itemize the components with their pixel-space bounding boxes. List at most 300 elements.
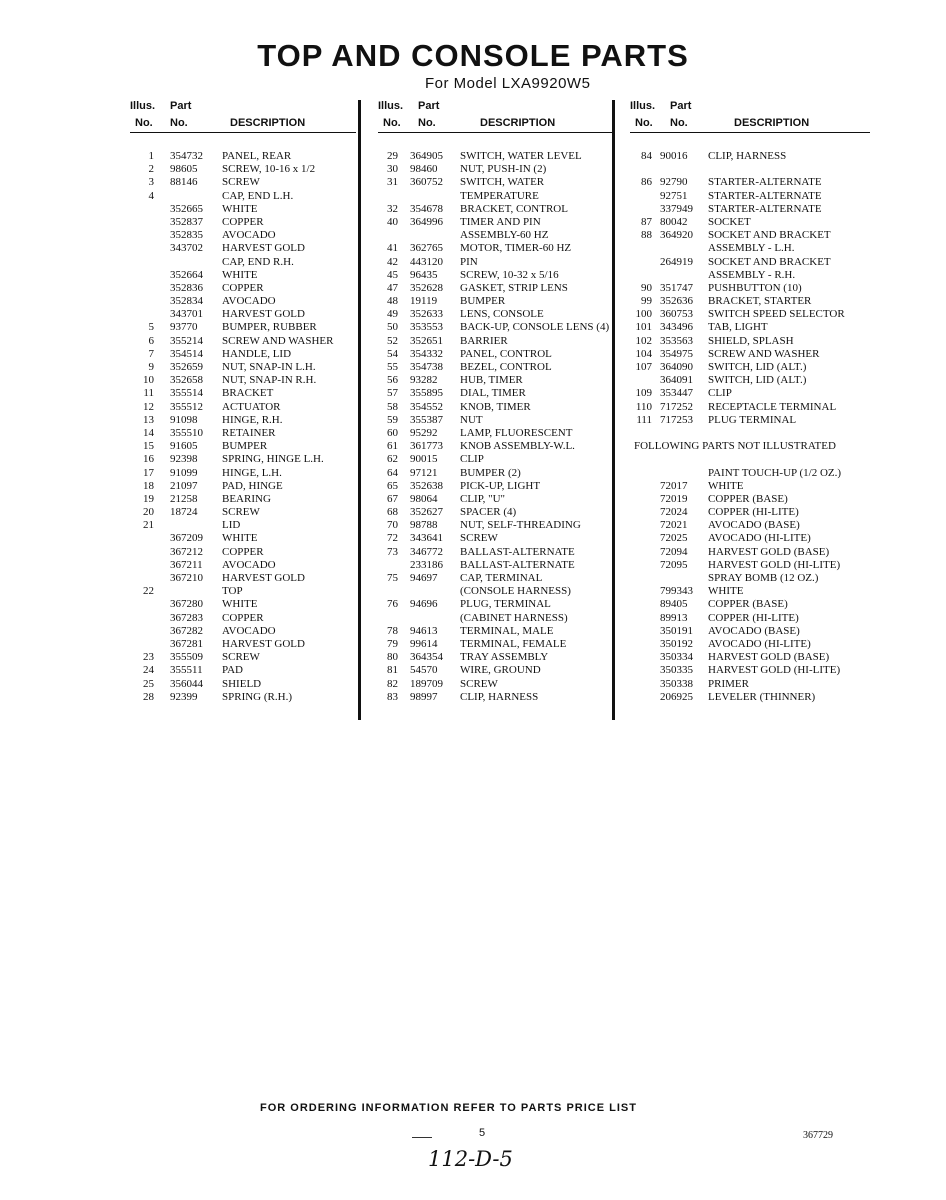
- part-description: ACTUATOR: [222, 400, 281, 413]
- part-description: DIAL, TIMER: [460, 387, 526, 400]
- part-number: 355214: [170, 334, 203, 347]
- part-description: HINGE, L.H.: [222, 466, 282, 479]
- illus-number: 31: [387, 176, 398, 189]
- ordering-footer: FOR ORDERING INFORMATION REFER TO PARTS PRICE LIST: [260, 1102, 637, 1114]
- part-number: 352658: [170, 374, 203, 387]
- part-number: 352638: [410, 479, 443, 492]
- part-number: 352664: [170, 268, 203, 281]
- part-number: 350192: [660, 637, 693, 650]
- part-number: 343496: [660, 321, 693, 334]
- part-description: NUT, PUSH-IN (2): [460, 163, 547, 176]
- header-no: No.: [383, 117, 401, 129]
- illus-number: 100: [635, 308, 652, 321]
- part-description: LAMP, FLUORESCENT: [460, 426, 573, 439]
- illus-number: 21: [143, 519, 154, 532]
- handwritten-note: 112-D-5: [428, 1147, 513, 1171]
- part-number: 96435: [410, 268, 438, 281]
- part-number: 88146: [170, 176, 198, 189]
- part-description: TERMINAL, MALE: [460, 624, 554, 637]
- part-description: PANEL, CONTROL: [460, 347, 552, 360]
- illus-number: 28: [143, 690, 154, 703]
- part-description: COPPER (BASE): [708, 598, 788, 611]
- part-number: 355510: [170, 426, 203, 439]
- illus-number: 15: [143, 440, 154, 453]
- part-description: HINGE, R.H.: [222, 413, 283, 426]
- part-description: BALLAST-ALTERNATE: [460, 558, 575, 571]
- illus-number: 107: [635, 361, 652, 373]
- part-number: 367211: [170, 558, 203, 571]
- part-number: 72017: [660, 479, 688, 492]
- illus-number: 20: [143, 506, 154, 519]
- illus-number: 29: [387, 150, 398, 162]
- part-description: ASSEMBLY - L.H.: [708, 242, 795, 255]
- part-number: 352633: [410, 308, 443, 321]
- part-description: STARTER-ALTERNATE: [708, 176, 822, 189]
- part-description: AVOCADO (HI-LITE): [708, 637, 811, 650]
- part-description: BACK-UP, CONSOLE LENS (4): [460, 321, 610, 334]
- part-description: COPPER: [222, 215, 264, 228]
- part-description: WIRE, GROUND: [460, 664, 541, 677]
- part-description: BARRIER: [460, 334, 508, 347]
- part-number: 355512: [170, 400, 203, 413]
- part-description: SCREW, 10-32 x 5/16: [460, 268, 559, 281]
- header-part-no: No.: [670, 117, 688, 129]
- part-number: 367280: [170, 598, 203, 611]
- model-subtitle: For Model LXA9920W5: [425, 75, 591, 92]
- part-description: SHIELD, SPLASH: [708, 334, 794, 347]
- illus-number: 83: [387, 690, 398, 703]
- part-description: SCREW: [222, 176, 260, 189]
- part-description: PICK-UP, LIGHT: [460, 479, 541, 492]
- part-number: 443120: [410, 255, 443, 268]
- part-number: 354738: [410, 361, 443, 373]
- illus-number: 1: [148, 150, 154, 162]
- part-number: 355514: [170, 387, 203, 400]
- part-number: 352636: [660, 295, 693, 308]
- part-number: 364905: [410, 150, 443, 162]
- illus-number: 42: [387, 255, 398, 268]
- part-description: RETAINER: [222, 426, 276, 439]
- part-number: 80042: [660, 215, 688, 228]
- part-description: STARTER-ALTERNATE: [708, 189, 822, 202]
- part-description: BEZEL, CONTROL: [460, 361, 552, 373]
- part-description: SWITCH, WATER: [460, 176, 545, 189]
- part-number: 95292: [410, 426, 438, 439]
- part-number: 351747: [660, 281, 693, 294]
- illus-number: 111: [636, 413, 652, 426]
- illus-number: 56: [387, 374, 398, 387]
- illus-number: 52: [387, 334, 398, 347]
- part-description: COPPER (BASE): [708, 492, 788, 505]
- part-description: HARVEST GOLD: [222, 308, 305, 321]
- part-description: TOP: [222, 585, 243, 598]
- part-description: SHIELD: [222, 677, 262, 690]
- part-description: WHITE: [708, 585, 744, 598]
- column-header: [378, 97, 614, 133]
- part-number: 19119: [410, 295, 438, 308]
- part-description: SOCKET AND BRACKET: [708, 255, 831, 268]
- part-number: 364091: [660, 374, 693, 387]
- part-description: BRACKET: [222, 387, 274, 400]
- illus-number: 61: [387, 440, 398, 453]
- part-description: FOLLOWING PARTS NOT ILLUSTRATED: [634, 440, 836, 453]
- part-number: 367281: [170, 637, 203, 650]
- part-number: 94697: [410, 572, 438, 584]
- part-description: SOCKET AND BRACKET: [708, 229, 831, 242]
- illus-number: 54: [387, 347, 398, 360]
- part-description: PLUG, TERMINAL: [460, 598, 551, 611]
- part-description: NUT: [460, 413, 483, 426]
- part-description: MOTOR, TIMER-60 HZ: [460, 242, 572, 255]
- illus-number: 6: [148, 334, 154, 347]
- part-number: 72024: [660, 506, 688, 519]
- part-description: BUMPER (2): [460, 466, 521, 479]
- part-description: WHITE: [222, 598, 258, 611]
- part-description: CLIP, HARNESS: [460, 690, 539, 703]
- part-number: 352651: [410, 334, 443, 347]
- illus-number: 4: [148, 189, 154, 202]
- part-description: SCREW, 10-16 x 1/2: [222, 163, 316, 176]
- part-number: 350338: [660, 677, 693, 690]
- part-description: PAD, HINGE: [222, 479, 283, 492]
- illus-number: 5: [148, 321, 154, 334]
- part-number: 352659: [170, 361, 203, 373]
- part-description: HARVEST GOLD: [222, 637, 305, 650]
- part-number: 72094: [660, 545, 688, 558]
- illus-number: 10: [143, 374, 154, 387]
- part-number: 92398: [170, 453, 198, 466]
- part-number: 90015: [410, 453, 438, 466]
- illus-number: 80: [387, 651, 398, 664]
- part-description: AVOCADO: [222, 295, 276, 308]
- part-description: SPRING, HINGE L.H.: [222, 453, 324, 466]
- part-description: HUB, TIMER: [460, 374, 523, 387]
- part-description: SWITCH, LID (ALT.): [708, 361, 807, 373]
- column-divider: [358, 100, 361, 720]
- part-description: TIMER AND PIN: [460, 215, 541, 228]
- part-description: HARVEST GOLD (HI-LITE): [708, 558, 841, 571]
- part-description: NUT, SELF-THREADING: [460, 519, 581, 532]
- part-description: BUMPER, RUBBER: [222, 321, 317, 334]
- illus-number: 45: [387, 268, 398, 281]
- part-description: ASSEMBLY - R.H.: [708, 268, 796, 281]
- part-description: SWITCH, WATER LEVEL: [460, 150, 582, 162]
- part-number: 364090: [660, 361, 693, 373]
- part-number: 21258: [170, 492, 198, 505]
- part-description: SCREW AND WASHER: [222, 334, 334, 347]
- part-description: SCREW: [222, 651, 260, 664]
- part-description: SPACER (4): [460, 506, 517, 519]
- part-description: SWITCH SPEED SELECTOR: [708, 308, 845, 321]
- illus-number: 82: [387, 677, 398, 690]
- part-number: 72025: [660, 532, 688, 545]
- part-description: COPPER: [222, 545, 264, 558]
- part-number: 233186: [410, 558, 443, 571]
- part-description: CAP, TERMINAL: [460, 572, 543, 584]
- illus-number: 14: [143, 426, 154, 439]
- part-description: CAP, END R.H.: [222, 255, 294, 268]
- illus-number: 88: [641, 229, 652, 242]
- part-description: (CONSOLE HARNESS): [460, 585, 571, 598]
- part-number: 93282: [410, 374, 438, 387]
- part-number: 343641: [410, 532, 443, 545]
- part-number: 356044: [170, 677, 203, 690]
- part-number: 98460: [410, 163, 438, 176]
- part-number: 98064: [410, 492, 438, 505]
- illus-number: 49: [387, 308, 398, 321]
- part-number: 93770: [170, 321, 198, 334]
- part-description: KNOB ASSEMBLY-W.L.: [460, 440, 575, 453]
- part-description: PUSHBUTTON (10): [708, 281, 802, 294]
- part-number: 364996: [410, 215, 443, 228]
- part-number: 94696: [410, 598, 438, 611]
- part-description: WHITE: [222, 268, 258, 281]
- part-number: 362765: [410, 242, 443, 255]
- header-no: No.: [135, 117, 153, 129]
- header-part-no: No.: [418, 117, 436, 129]
- part-number: 355509: [170, 651, 203, 664]
- header-part: Part: [670, 100, 692, 112]
- part-description: LEVELER (THINNER): [708, 690, 816, 703]
- illus-number: 25: [143, 677, 154, 690]
- part-description: TAB, LIGHT: [708, 321, 768, 334]
- illus-number: 70: [387, 519, 398, 532]
- part-description: CLIP, HARNESS: [708, 150, 787, 162]
- part-description: BUMPER: [460, 295, 506, 308]
- part-number: 367212: [170, 545, 203, 558]
- part-description: SWITCH, LID (ALT.): [708, 374, 807, 387]
- illus-number: 79: [387, 637, 398, 650]
- part-description: AVOCADO: [222, 558, 276, 571]
- part-number: 354332: [410, 347, 443, 360]
- part-number: 354552: [410, 400, 443, 413]
- part-description: CLIP: [708, 387, 732, 400]
- illus-number: 19: [143, 492, 154, 505]
- part-description: COPPER: [222, 611, 264, 624]
- illus-number: 47: [387, 281, 398, 294]
- part-description: CLIP: [460, 453, 484, 466]
- part-number: 717253: [660, 413, 693, 426]
- part-number: 98997: [410, 690, 438, 703]
- illus-number: 59: [387, 413, 398, 426]
- part-number: 354975: [660, 347, 693, 360]
- part-description: NUT, SNAP-IN L.H.: [222, 361, 316, 373]
- part-description: HARVEST GOLD (BASE): [708, 545, 830, 558]
- part-number: 206925: [660, 690, 693, 703]
- column-divider: [612, 100, 615, 720]
- part-description: PLUG TERMINAL: [708, 413, 797, 426]
- part-description: HANDLE, LID: [222, 347, 292, 360]
- part-description: SCREW: [460, 677, 498, 690]
- part-description: CAP, END L.H.: [222, 189, 294, 202]
- part-description: CLIP, "U": [460, 492, 506, 505]
- part-number: 91605: [170, 440, 198, 453]
- part-description: ASSEMBLY-60 HZ: [460, 229, 549, 242]
- illus-number: 102: [635, 334, 652, 347]
- illus-number: 60: [387, 426, 398, 439]
- illus-number: 7: [148, 347, 154, 360]
- illus-number: 72: [387, 532, 398, 545]
- part-number: 343702: [170, 242, 203, 255]
- illus-number: 23: [143, 651, 154, 664]
- illus-number: 87: [641, 215, 652, 228]
- part-number: 92751: [660, 189, 688, 202]
- part-number: 91099: [170, 466, 198, 479]
- part-number: 352836: [170, 281, 203, 294]
- part-number: 352627: [410, 506, 443, 519]
- illus-number: 18: [143, 479, 154, 492]
- parts-column-1: [130, 97, 356, 703]
- part-description: RECEPTACLE TERMINAL: [708, 400, 837, 413]
- footer-dash: [412, 1137, 432, 1138]
- header-rule: [630, 132, 870, 133]
- part-description: WHITE: [708, 479, 744, 492]
- part-number: 18724: [170, 506, 198, 519]
- illus-number: 40: [387, 215, 398, 228]
- part-description: HARVEST GOLD: [222, 572, 305, 584]
- header-no: No.: [635, 117, 653, 129]
- illus-number: 50: [387, 321, 398, 334]
- illus-number: 13: [143, 413, 154, 426]
- part-number: 97121: [410, 466, 438, 479]
- illus-number: 9: [148, 361, 154, 373]
- document-code: 367729: [803, 1130, 833, 1141]
- part-number: 92399: [170, 690, 198, 703]
- part-description: KNOB, TIMER: [460, 400, 531, 413]
- part-number: 189709: [410, 677, 443, 690]
- header-part-no: No.: [170, 117, 188, 129]
- illus-number: 32: [387, 202, 398, 215]
- part-number: 94613: [410, 624, 438, 637]
- header-description: DESCRIPTION: [230, 117, 306, 129]
- column-header: [130, 97, 356, 133]
- part-number: 90016: [660, 150, 688, 162]
- header-illus: Illus.: [630, 100, 656, 112]
- page-number: 5: [479, 1127, 486, 1139]
- part-number: 360752: [410, 176, 443, 189]
- part-number: 72095: [660, 558, 688, 571]
- part-description: STARTER-ALTERNATE: [708, 202, 822, 215]
- illus-number: 81: [387, 664, 398, 677]
- part-number: 353447: [660, 387, 693, 400]
- header-illus: Illus.: [378, 100, 404, 112]
- part-number: 799343: [660, 585, 693, 598]
- part-number: 355511: [170, 664, 203, 677]
- part-description: BUMPER: [222, 440, 268, 453]
- part-number: 353553: [410, 321, 443, 334]
- part-description: COPPER: [222, 281, 264, 294]
- part-number: 360753: [660, 308, 693, 321]
- part-number: 350334: [660, 651, 693, 664]
- illus-number: 99: [641, 295, 652, 308]
- part-number: 354678: [410, 202, 443, 215]
- header-description: DESCRIPTION: [480, 117, 556, 129]
- part-description: SPRAY BOMB (12 OZ.): [708, 572, 819, 584]
- part-description: BALLAST-ALTERNATE: [460, 545, 575, 558]
- header-description: DESCRIPTION: [734, 117, 810, 129]
- illus-number: 65: [387, 479, 398, 492]
- illus-number: 11: [143, 387, 154, 400]
- part-number: 350335: [660, 664, 693, 677]
- part-number: 98788: [410, 519, 438, 532]
- illus-number: 16: [143, 453, 154, 466]
- illus-number: 30: [387, 163, 398, 176]
- part-number: 92790: [660, 176, 688, 189]
- part-description: COPPER (HI-LITE): [708, 506, 799, 519]
- part-description: TERMINAL, FEMALE: [460, 637, 567, 650]
- part-description: HARVEST GOLD (HI-LITE): [708, 664, 841, 677]
- header-part: Part: [418, 100, 440, 112]
- part-description: SCREW AND WASHER: [708, 347, 820, 360]
- illus-number: 76: [387, 598, 398, 611]
- part-number: 367209: [170, 532, 203, 545]
- part-number: 361773: [410, 440, 443, 453]
- part-number: 350191: [660, 624, 693, 637]
- part-number: 337949: [660, 202, 693, 215]
- part-description: BRACKET, STARTER: [708, 295, 812, 308]
- part-number: 98605: [170, 163, 198, 176]
- part-number: 264919: [660, 255, 693, 268]
- illus-number: 110: [635, 400, 652, 413]
- part-description: AVOCADO (HI-LITE): [708, 532, 811, 545]
- part-number: 352835: [170, 229, 203, 242]
- part-number: 21097: [170, 479, 198, 492]
- part-number: 354732: [170, 150, 203, 162]
- part-description: PANEL, REAR: [222, 150, 292, 162]
- illus-number: 73: [387, 545, 398, 558]
- illus-number: 3: [148, 176, 154, 189]
- part-number: 89913: [660, 611, 688, 624]
- illus-number: 67: [387, 492, 398, 505]
- part-description: AVOCADO: [222, 229, 276, 242]
- part-number: 72019: [660, 492, 688, 505]
- part-number: 367282: [170, 624, 203, 637]
- illus-number: 48: [387, 295, 398, 308]
- part-description: LID: [222, 519, 241, 532]
- part-number: 343701: [170, 308, 203, 321]
- illus-number: 104: [635, 347, 652, 360]
- illus-number: 12: [143, 400, 154, 413]
- part-number: 352628: [410, 281, 443, 294]
- part-description: WHITE: [222, 202, 258, 215]
- parts-column-2: [378, 97, 614, 703]
- part-description: BEARING: [222, 492, 271, 505]
- header-part: Part: [170, 100, 192, 112]
- part-description: COPPER (HI-LITE): [708, 611, 799, 624]
- illus-number: 90: [641, 281, 652, 294]
- illus-number: 55: [387, 361, 398, 373]
- illus-number: 86: [641, 176, 652, 189]
- header-illus: Illus.: [130, 100, 156, 112]
- part-number: 355895: [410, 387, 443, 400]
- illus-number: 78: [387, 624, 398, 637]
- part-number: 346772: [410, 545, 443, 558]
- part-description: AVOCADO (BASE): [708, 519, 800, 532]
- part-description: SPRING (R.H.): [222, 690, 292, 703]
- parts-column-3: [630, 97, 870, 703]
- part-number: 54570: [410, 664, 438, 677]
- illus-number: 84: [641, 150, 652, 162]
- part-description: AVOCADO (BASE): [708, 624, 800, 637]
- part-description: HARVEST GOLD: [222, 242, 305, 255]
- illus-number: 101: [635, 321, 652, 334]
- part-description: WHITE: [222, 532, 258, 545]
- part-description: HARVEST GOLD (BASE): [708, 651, 830, 664]
- part-number: 89405: [660, 598, 688, 611]
- part-number: 717252: [660, 400, 693, 413]
- part-number: 355387: [410, 413, 443, 426]
- part-description: BRACKET, CONTROL: [460, 202, 568, 215]
